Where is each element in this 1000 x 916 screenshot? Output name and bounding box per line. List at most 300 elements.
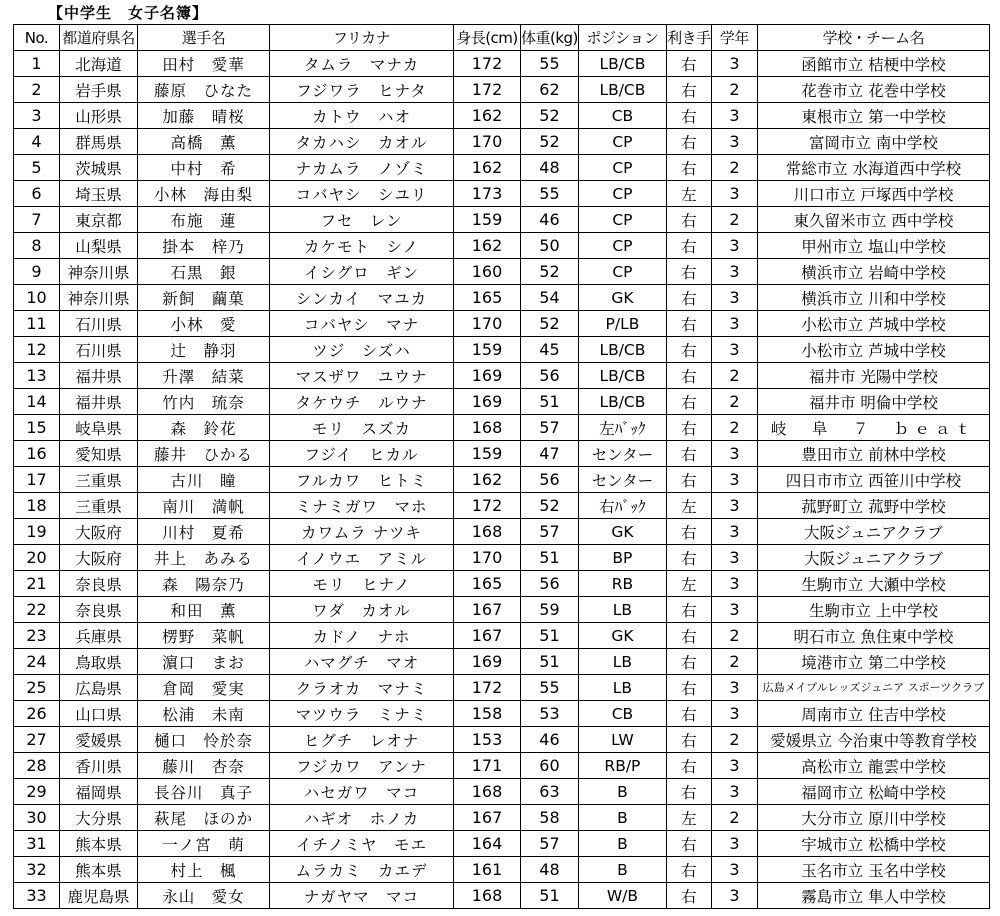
- cell-player-name: 濵口 まお: [138, 649, 270, 675]
- cell-weight: 51: [521, 623, 579, 649]
- cell-prefecture: 三重県: [60, 467, 138, 493]
- cell-prefecture: 神奈川県: [60, 285, 138, 311]
- col-header-grade: 学年: [711, 25, 757, 51]
- cell-grade: 2: [711, 155, 757, 181]
- cell-height: 167: [454, 805, 521, 831]
- cell-weight: 55: [521, 181, 579, 207]
- cell-hand: 右: [666, 285, 711, 311]
- cell-furigana: フルカワ ヒトミ: [270, 467, 454, 493]
- cell-weight: 52: [521, 311, 579, 337]
- cell-hand: 左: [666, 571, 711, 597]
- cell-player-name: 高橋 薫: [138, 129, 270, 155]
- cell-position: BP: [578, 545, 666, 571]
- cell-hand: 右: [666, 779, 711, 805]
- cell-furigana: マスザワ ユウナ: [270, 363, 454, 389]
- cell-hand: 右: [666, 129, 711, 155]
- cell-school: 川口市立 戸塚西中学校: [757, 181, 989, 207]
- cell-position: B: [578, 779, 666, 805]
- cell-position: センター: [578, 441, 666, 467]
- cell-furigana: イチノミヤ モエ: [270, 831, 454, 857]
- table-row: [14, 155, 990, 181]
- cell-player-name: 森 鈴花: [138, 415, 270, 441]
- cell-height: 162: [454, 467, 521, 493]
- header-row: [14, 25, 990, 51]
- cell-position: P/LB: [578, 311, 666, 337]
- roster-table: [13, 24, 990, 909]
- cell-school: 高松市立 龍雲中学校: [757, 753, 989, 779]
- cell-no: 1: [14, 51, 60, 77]
- cell-height: 172: [454, 51, 521, 77]
- cell-weight: 56: [521, 571, 579, 597]
- cell-furigana: ムラカミ カエデ: [270, 857, 454, 883]
- cell-weight: 45: [521, 337, 579, 363]
- cell-position: LB/CB: [578, 337, 666, 363]
- cell-prefecture: 山形県: [60, 103, 138, 129]
- cell-furigana: タカハシ カオル: [270, 129, 454, 155]
- cell-hand: 右: [666, 597, 711, 623]
- cell-furigana: クラオカ マナミ: [270, 675, 454, 701]
- cell-school: 愛媛県立 今治東中等教育学校: [757, 727, 989, 753]
- cell-school: 境港市立 第二中学校: [757, 649, 989, 675]
- cell-furigana: フセ レン: [270, 207, 454, 233]
- cell-furigana: ヒグチ レオナ: [270, 727, 454, 753]
- cell-school: 明石市立 魚住東中学校: [757, 623, 989, 649]
- table-row: [14, 571, 990, 597]
- cell-player-name: 永山 愛女: [138, 883, 270, 909]
- cell-position: CP: [578, 129, 666, 155]
- cell-grade: 3: [711, 493, 757, 519]
- cell-prefecture: 岩手県: [60, 77, 138, 103]
- cell-prefecture: 茨城県: [60, 155, 138, 181]
- cell-player-name: 村上 楓: [138, 857, 270, 883]
- cell-furigana: ハマグチ マオ: [270, 649, 454, 675]
- cell-height: 160: [454, 259, 521, 285]
- cell-position: CP: [578, 259, 666, 285]
- table-row: [14, 103, 990, 129]
- col-header-height: 身長(cm): [454, 25, 521, 51]
- col-header-no: No.: [14, 25, 60, 51]
- cell-position: LB/CB: [578, 363, 666, 389]
- cell-grade: 3: [711, 181, 757, 207]
- cell-hand: 右: [666, 753, 711, 779]
- table-row: [14, 779, 990, 805]
- cell-furigana: コバヤシ シユリ: [270, 181, 454, 207]
- cell-no: 19: [14, 519, 60, 545]
- cell-prefecture: 大阪府: [60, 545, 138, 571]
- cell-no: 18: [14, 493, 60, 519]
- cell-player-name: 一ノ宮 萌: [138, 831, 270, 857]
- table-row: [14, 701, 990, 727]
- cell-furigana: フジカワ アンナ: [270, 753, 454, 779]
- cell-height: 172: [454, 493, 521, 519]
- cell-school: 函館市立 桔梗中学校: [757, 51, 989, 77]
- cell-hand: 右: [666, 675, 711, 701]
- cell-position: RB: [578, 571, 666, 597]
- cell-hand: 右: [666, 727, 711, 753]
- cell-player-name: 中村 希: [138, 155, 270, 181]
- cell-no: 4: [14, 129, 60, 155]
- cell-weight: 60: [521, 753, 579, 779]
- table-row: [14, 207, 990, 233]
- cell-school: 東根市立 第一中学校: [757, 103, 989, 129]
- cell-furigana: カワムラ ナツキ: [270, 519, 454, 545]
- cell-grade: 2: [711, 363, 757, 389]
- table-row: [14, 623, 990, 649]
- cell-player-name: 辻 静羽: [138, 337, 270, 363]
- cell-no: 8: [14, 233, 60, 259]
- cell-prefecture: 大分県: [60, 805, 138, 831]
- cell-prefecture: 福井県: [60, 363, 138, 389]
- cell-hand: 右: [666, 831, 711, 857]
- table-row: [14, 389, 990, 415]
- roster-body: [14, 51, 990, 909]
- cell-weight: 52: [521, 493, 579, 519]
- cell-player-name: 楞野 菜帆: [138, 623, 270, 649]
- cell-height: 164: [454, 831, 521, 857]
- cell-furigana: マツウラ ミナミ: [270, 701, 454, 727]
- cell-prefecture: 埼玉県: [60, 181, 138, 207]
- cell-weight: 51: [521, 883, 579, 909]
- cell-school: 広島メイプルレッズジュニア スポーツクラブ: [757, 675, 989, 701]
- table-row: [14, 597, 990, 623]
- cell-weight: 52: [521, 129, 579, 155]
- cell-no: 7: [14, 207, 60, 233]
- table-row: [14, 857, 990, 883]
- cell-weight: 59: [521, 597, 579, 623]
- cell-position: CP: [578, 207, 666, 233]
- cell-position: CP: [578, 233, 666, 259]
- cell-furigana: イシグロ ギン: [270, 259, 454, 285]
- cell-weight: 51: [521, 545, 579, 571]
- cell-grade: 3: [711, 519, 757, 545]
- cell-hand: 右: [666, 233, 711, 259]
- cell-school: 生駒市立 上中学校: [757, 597, 989, 623]
- cell-school: 四日市市立 西笹川中学校: [757, 467, 989, 493]
- cell-grade: 2: [711, 649, 757, 675]
- cell-prefecture: 熊本県: [60, 857, 138, 883]
- cell-hand: 右: [666, 77, 711, 103]
- cell-school: 小松市立 芦城中学校: [757, 337, 989, 363]
- cell-prefecture: 神奈川県: [60, 259, 138, 285]
- col-header-player-name: 選手名: [138, 25, 270, 51]
- cell-position: GK: [578, 623, 666, 649]
- cell-hand: 右: [666, 415, 711, 441]
- cell-school: 宇城市立 松橋中学校: [757, 831, 989, 857]
- cell-no: 24: [14, 649, 60, 675]
- cell-prefecture: 福井県: [60, 389, 138, 415]
- cell-player-name: 石黒 銀: [138, 259, 270, 285]
- cell-prefecture: 山梨県: [60, 233, 138, 259]
- cell-hand: 右: [666, 51, 711, 77]
- cell-prefecture: 石川県: [60, 311, 138, 337]
- cell-no: 29: [14, 779, 60, 805]
- cell-school: 玉名市立 玉名中学校: [757, 857, 989, 883]
- col-header-furigana: フリカナ: [270, 25, 454, 51]
- cell-grade: 3: [711, 779, 757, 805]
- cell-grade: 3: [711, 51, 757, 77]
- cell-school: 大分市立 原川中学校: [757, 805, 989, 831]
- cell-player-name: 加藤 晴桜: [138, 103, 270, 129]
- col-header-weight: 体重(kg): [521, 25, 579, 51]
- cell-prefecture: 福岡県: [60, 779, 138, 805]
- cell-height: 162: [454, 103, 521, 129]
- cell-school: 福岡市立 松崎中学校: [757, 779, 989, 805]
- cell-height: 168: [454, 883, 521, 909]
- cell-player-name: 松浦 未南: [138, 701, 270, 727]
- cell-no: 25: [14, 675, 60, 701]
- cell-prefecture: 鹿児島県: [60, 883, 138, 909]
- cell-no: 32: [14, 857, 60, 883]
- cell-school: 花巻市立 花巻中学校: [757, 77, 989, 103]
- table-row: [14, 363, 990, 389]
- cell-grade: 2: [711, 207, 757, 233]
- table-row: [14, 415, 990, 441]
- cell-hand: 右: [666, 155, 711, 181]
- cell-position: B: [578, 805, 666, 831]
- cell-hand: 右: [666, 389, 711, 415]
- cell-grade: 2: [711, 389, 757, 415]
- cell-school: 岐 阜 ７ ｂｅａｔ: [757, 415, 989, 441]
- cell-player-name: 森 陽奈乃: [138, 571, 270, 597]
- cell-hand: 右: [666, 337, 711, 363]
- cell-height: 167: [454, 597, 521, 623]
- cell-player-name: 小林 海由梨: [138, 181, 270, 207]
- cell-school: 周南市立 住吉中学校: [757, 701, 989, 727]
- cell-height: 168: [454, 779, 521, 805]
- table-row: [14, 805, 990, 831]
- cell-height: 158: [454, 701, 521, 727]
- cell-player-name: 古川 瞳: [138, 467, 270, 493]
- col-header-position: ポジション: [578, 25, 666, 51]
- cell-furigana: カケモト シノ: [270, 233, 454, 259]
- cell-weight: 55: [521, 51, 579, 77]
- cell-position: 右ﾊﾞｯｸ: [578, 493, 666, 519]
- cell-no: 27: [14, 727, 60, 753]
- cell-prefecture: 大阪府: [60, 519, 138, 545]
- cell-hand: 右: [666, 311, 711, 337]
- cell-height: 159: [454, 207, 521, 233]
- table-row: [14, 649, 990, 675]
- cell-height: 168: [454, 519, 521, 545]
- cell-player-name: 井上 あみる: [138, 545, 270, 571]
- cell-weight: 53: [521, 701, 579, 727]
- cell-weight: 48: [521, 155, 579, 181]
- cell-grade: 3: [711, 831, 757, 857]
- col-header-dominant-hand: 利き手: [666, 25, 711, 51]
- table-row: [14, 675, 990, 701]
- cell-prefecture: 広島県: [60, 675, 138, 701]
- cell-no: 6: [14, 181, 60, 207]
- cell-position: CP: [578, 155, 666, 181]
- cell-furigana: モリ ヒナノ: [270, 571, 454, 597]
- cell-player-name: 和田 薫: [138, 597, 270, 623]
- cell-position: LB/CB: [578, 389, 666, 415]
- cell-height: 172: [454, 77, 521, 103]
- table-row: [14, 233, 990, 259]
- cell-height: 165: [454, 285, 521, 311]
- cell-hand: 右: [666, 623, 711, 649]
- cell-grade: 2: [711, 415, 757, 441]
- cell-school: 大阪ジュニアクラブ: [757, 545, 989, 571]
- table-row: [14, 259, 990, 285]
- cell-height: 169: [454, 389, 521, 415]
- cell-no: 2: [14, 77, 60, 103]
- cell-school: 常総市立 水海道西中学校: [757, 155, 989, 181]
- cell-height: 170: [454, 311, 521, 337]
- cell-furigana: ミナミガワ マホ: [270, 493, 454, 519]
- cell-no: 28: [14, 753, 60, 779]
- cell-position: GK: [578, 285, 666, 311]
- cell-player-name: 升澤 結菜: [138, 363, 270, 389]
- cell-prefecture: 岐阜県: [60, 415, 138, 441]
- cell-height: 169: [454, 649, 521, 675]
- table-row: [14, 545, 990, 571]
- cell-position: 左ﾊﾞｯｸ: [578, 415, 666, 441]
- cell-grade: 3: [711, 545, 757, 571]
- table-row: [14, 77, 990, 103]
- cell-school: 福井市 明倫中学校: [757, 389, 989, 415]
- cell-prefecture: 愛媛県: [60, 727, 138, 753]
- cell-grade: 3: [711, 233, 757, 259]
- cell-school: 大阪ジュニアクラブ: [757, 519, 989, 545]
- cell-no: 3: [14, 103, 60, 129]
- cell-no: 11: [14, 311, 60, 337]
- table-row: [14, 285, 990, 311]
- cell-height: 167: [454, 623, 521, 649]
- cell-grade: 3: [711, 701, 757, 727]
- cell-player-name: 小林 愛: [138, 311, 270, 337]
- cell-grade: 2: [711, 77, 757, 103]
- cell-player-name: 藤井 ひかる: [138, 441, 270, 467]
- cell-prefecture: 奈良県: [60, 571, 138, 597]
- cell-player-name: 田村 愛華: [138, 51, 270, 77]
- cell-grade: 3: [711, 467, 757, 493]
- cell-grade: 3: [711, 103, 757, 129]
- cell-weight: 56: [521, 467, 579, 493]
- cell-no: 10: [14, 285, 60, 311]
- cell-grade: 3: [711, 857, 757, 883]
- cell-grade: 3: [711, 259, 757, 285]
- cell-hand: 右: [666, 519, 711, 545]
- cell-grade: 3: [711, 337, 757, 363]
- cell-weight: 46: [521, 727, 579, 753]
- cell-player-name: 藤川 杏奈: [138, 753, 270, 779]
- cell-weight: 58: [521, 805, 579, 831]
- table-row: [14, 519, 990, 545]
- cell-player-name: 南川 満帆: [138, 493, 270, 519]
- cell-player-name: 新飼 繭菓: [138, 285, 270, 311]
- cell-prefecture: 愛知県: [60, 441, 138, 467]
- cell-grade: 2: [711, 727, 757, 753]
- page-title: 【中学生 女子名簿】: [48, 4, 209, 22]
- cell-no: 12: [14, 337, 60, 363]
- cell-position: RB/P: [578, 753, 666, 779]
- table-row: [14, 727, 990, 753]
- cell-furigana: ワダ カオル: [270, 597, 454, 623]
- cell-hand: 右: [666, 363, 711, 389]
- cell-weight: 54: [521, 285, 579, 311]
- cell-weight: 57: [521, 519, 579, 545]
- cell-height: 159: [454, 441, 521, 467]
- cell-furigana: ハセガワ マコ: [270, 779, 454, 805]
- cell-height: 159: [454, 337, 521, 363]
- cell-furigana: ハギオ ホノカ: [270, 805, 454, 831]
- cell-player-name: 藤原 ひなた: [138, 77, 270, 103]
- cell-height: 165: [454, 571, 521, 597]
- cell-school: 霧島市立 隼人中学校: [757, 883, 989, 909]
- cell-weight: 47: [521, 441, 579, 467]
- cell-furigana: カトウ ハオ: [270, 103, 454, 129]
- cell-prefecture: 東京都: [60, 207, 138, 233]
- cell-prefecture: 奈良県: [60, 597, 138, 623]
- cell-no: 9: [14, 259, 60, 285]
- cell-furigana: ナカムラ ノゾミ: [270, 155, 454, 181]
- cell-no: 23: [14, 623, 60, 649]
- cell-player-name: 樋口 怜於奈: [138, 727, 270, 753]
- cell-position: CB: [578, 701, 666, 727]
- cell-weight: 57: [521, 831, 579, 857]
- cell-position: W/B: [578, 883, 666, 909]
- cell-height: 161: [454, 857, 521, 883]
- cell-no: 15: [14, 415, 60, 441]
- table-row: [14, 493, 990, 519]
- cell-player-name: 長谷川 真子: [138, 779, 270, 805]
- cell-no: 21: [14, 571, 60, 597]
- cell-prefecture: 香川県: [60, 753, 138, 779]
- cell-height: 153: [454, 727, 521, 753]
- cell-prefecture: 熊本県: [60, 831, 138, 857]
- cell-prefecture: 群馬県: [60, 129, 138, 155]
- cell-position: B: [578, 831, 666, 857]
- cell-hand: 右: [666, 207, 711, 233]
- cell-no: 31: [14, 831, 60, 857]
- col-header-school: 学校・チーム名: [757, 25, 989, 51]
- table-row: [14, 831, 990, 857]
- cell-player-name: 川村 夏希: [138, 519, 270, 545]
- cell-player-name: 萩尾 ほのか: [138, 805, 270, 831]
- cell-hand: 右: [666, 103, 711, 129]
- cell-weight: 55: [521, 675, 579, 701]
- cell-height: 172: [454, 675, 521, 701]
- cell-furigana: カドノ ナホ: [270, 623, 454, 649]
- cell-height: 162: [454, 155, 521, 181]
- cell-grade: 3: [711, 597, 757, 623]
- cell-school: 富岡市立 南中学校: [757, 129, 989, 155]
- cell-weight: 46: [521, 207, 579, 233]
- cell-grade: 3: [711, 883, 757, 909]
- cell-grade: 3: [711, 311, 757, 337]
- cell-weight: 63: [521, 779, 579, 805]
- cell-position: B: [578, 857, 666, 883]
- cell-furigana: フジイ ヒカル: [270, 441, 454, 467]
- cell-position: LW: [578, 727, 666, 753]
- cell-school: 小松市立 芦城中学校: [757, 311, 989, 337]
- cell-school: 横浜市立 岩崎中学校: [757, 259, 989, 285]
- cell-prefecture: 兵庫県: [60, 623, 138, 649]
- cell-position: LB: [578, 597, 666, 623]
- table-row: [14, 311, 990, 337]
- cell-grade: 2: [711, 805, 757, 831]
- table-row: [14, 441, 990, 467]
- cell-weight: 52: [521, 103, 579, 129]
- cell-hand: 左: [666, 805, 711, 831]
- cell-no: 14: [14, 389, 60, 415]
- cell-no: 13: [14, 363, 60, 389]
- cell-player-name: 倉岡 愛実: [138, 675, 270, 701]
- cell-height: 173: [454, 181, 521, 207]
- table-row: [14, 181, 990, 207]
- cell-no: 20: [14, 545, 60, 571]
